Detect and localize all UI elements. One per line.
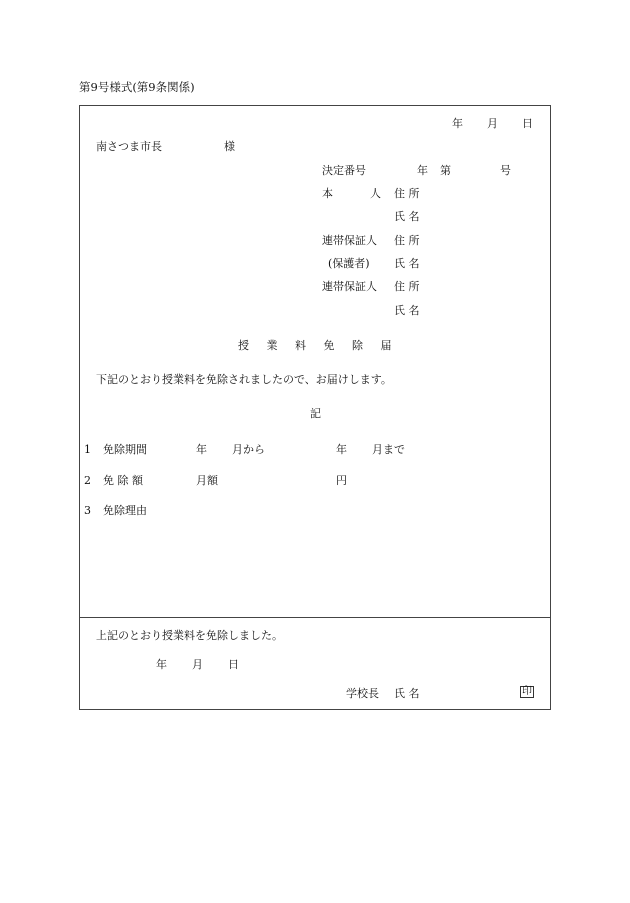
date-month: 月 [487,117,498,130]
item2-yen: 円 [336,474,347,487]
addressee-honorific: 様 [224,140,235,153]
item1-year2: 年 [336,443,347,456]
applicant-name-label: 氏 名 [394,210,420,223]
applicant-label-1: 本 [322,187,333,200]
guarantor2-address-label: 住 所 [394,280,420,293]
item2-number: 2 [84,474,91,487]
item1-label: 免除期間 [103,443,147,456]
applicant-address-label: 住 所 [394,187,420,200]
seal-mark: 印 [522,686,532,697]
guarantor2-label: 連帯保証人 [322,280,377,293]
form-number: 第9号様式(第9条関係) [79,80,195,94]
decision-dai: 第 [440,164,451,177]
addressee-mayor: 南さつま市長 [96,140,162,153]
footer-day: 日 [228,658,239,671]
footer-year: 年 [156,658,167,671]
principal-name-label: 氏 名 [394,687,420,700]
footer-month: 月 [192,658,203,671]
guarantor1-address-label: 住 所 [394,234,420,247]
intro-text: 下記のとおり授業料を免除されましたので、お届けします。 [96,373,392,386]
item2-monthly: 月額 [196,474,218,487]
item2-label: 免 除 額 [103,474,143,487]
footer-statement: 上記のとおり授業料を免除しました。 [96,629,283,642]
decision-gou: 号 [500,164,511,177]
decision-year: 年 [417,164,428,177]
item1-year1: 年 [196,443,207,456]
item1-month2: 月まで [372,443,405,456]
date-year: 年 [452,117,463,130]
item1-number: 1 [84,443,91,456]
document-title: 授 業 料 免 除 届 [238,339,392,352]
item3-number: 3 [84,504,91,517]
guarantor1-sub: (保護者) [328,257,370,270]
guarantor1-label: 連帯保証人 [322,234,377,247]
ki-heading: 記 [310,407,321,420]
section-divider [79,617,551,618]
principal-label: 学校長 [346,687,379,700]
applicant-label-2: 人 [370,187,381,200]
date-day: 日 [522,117,533,130]
guarantor1-name-label: 氏 名 [394,257,420,270]
decision-label: 決定番号 [322,164,366,177]
guarantor2-name-label: 氏 名 [394,304,420,317]
item3-label: 免除理由 [103,504,147,517]
item1-month1: 月から [232,443,265,456]
